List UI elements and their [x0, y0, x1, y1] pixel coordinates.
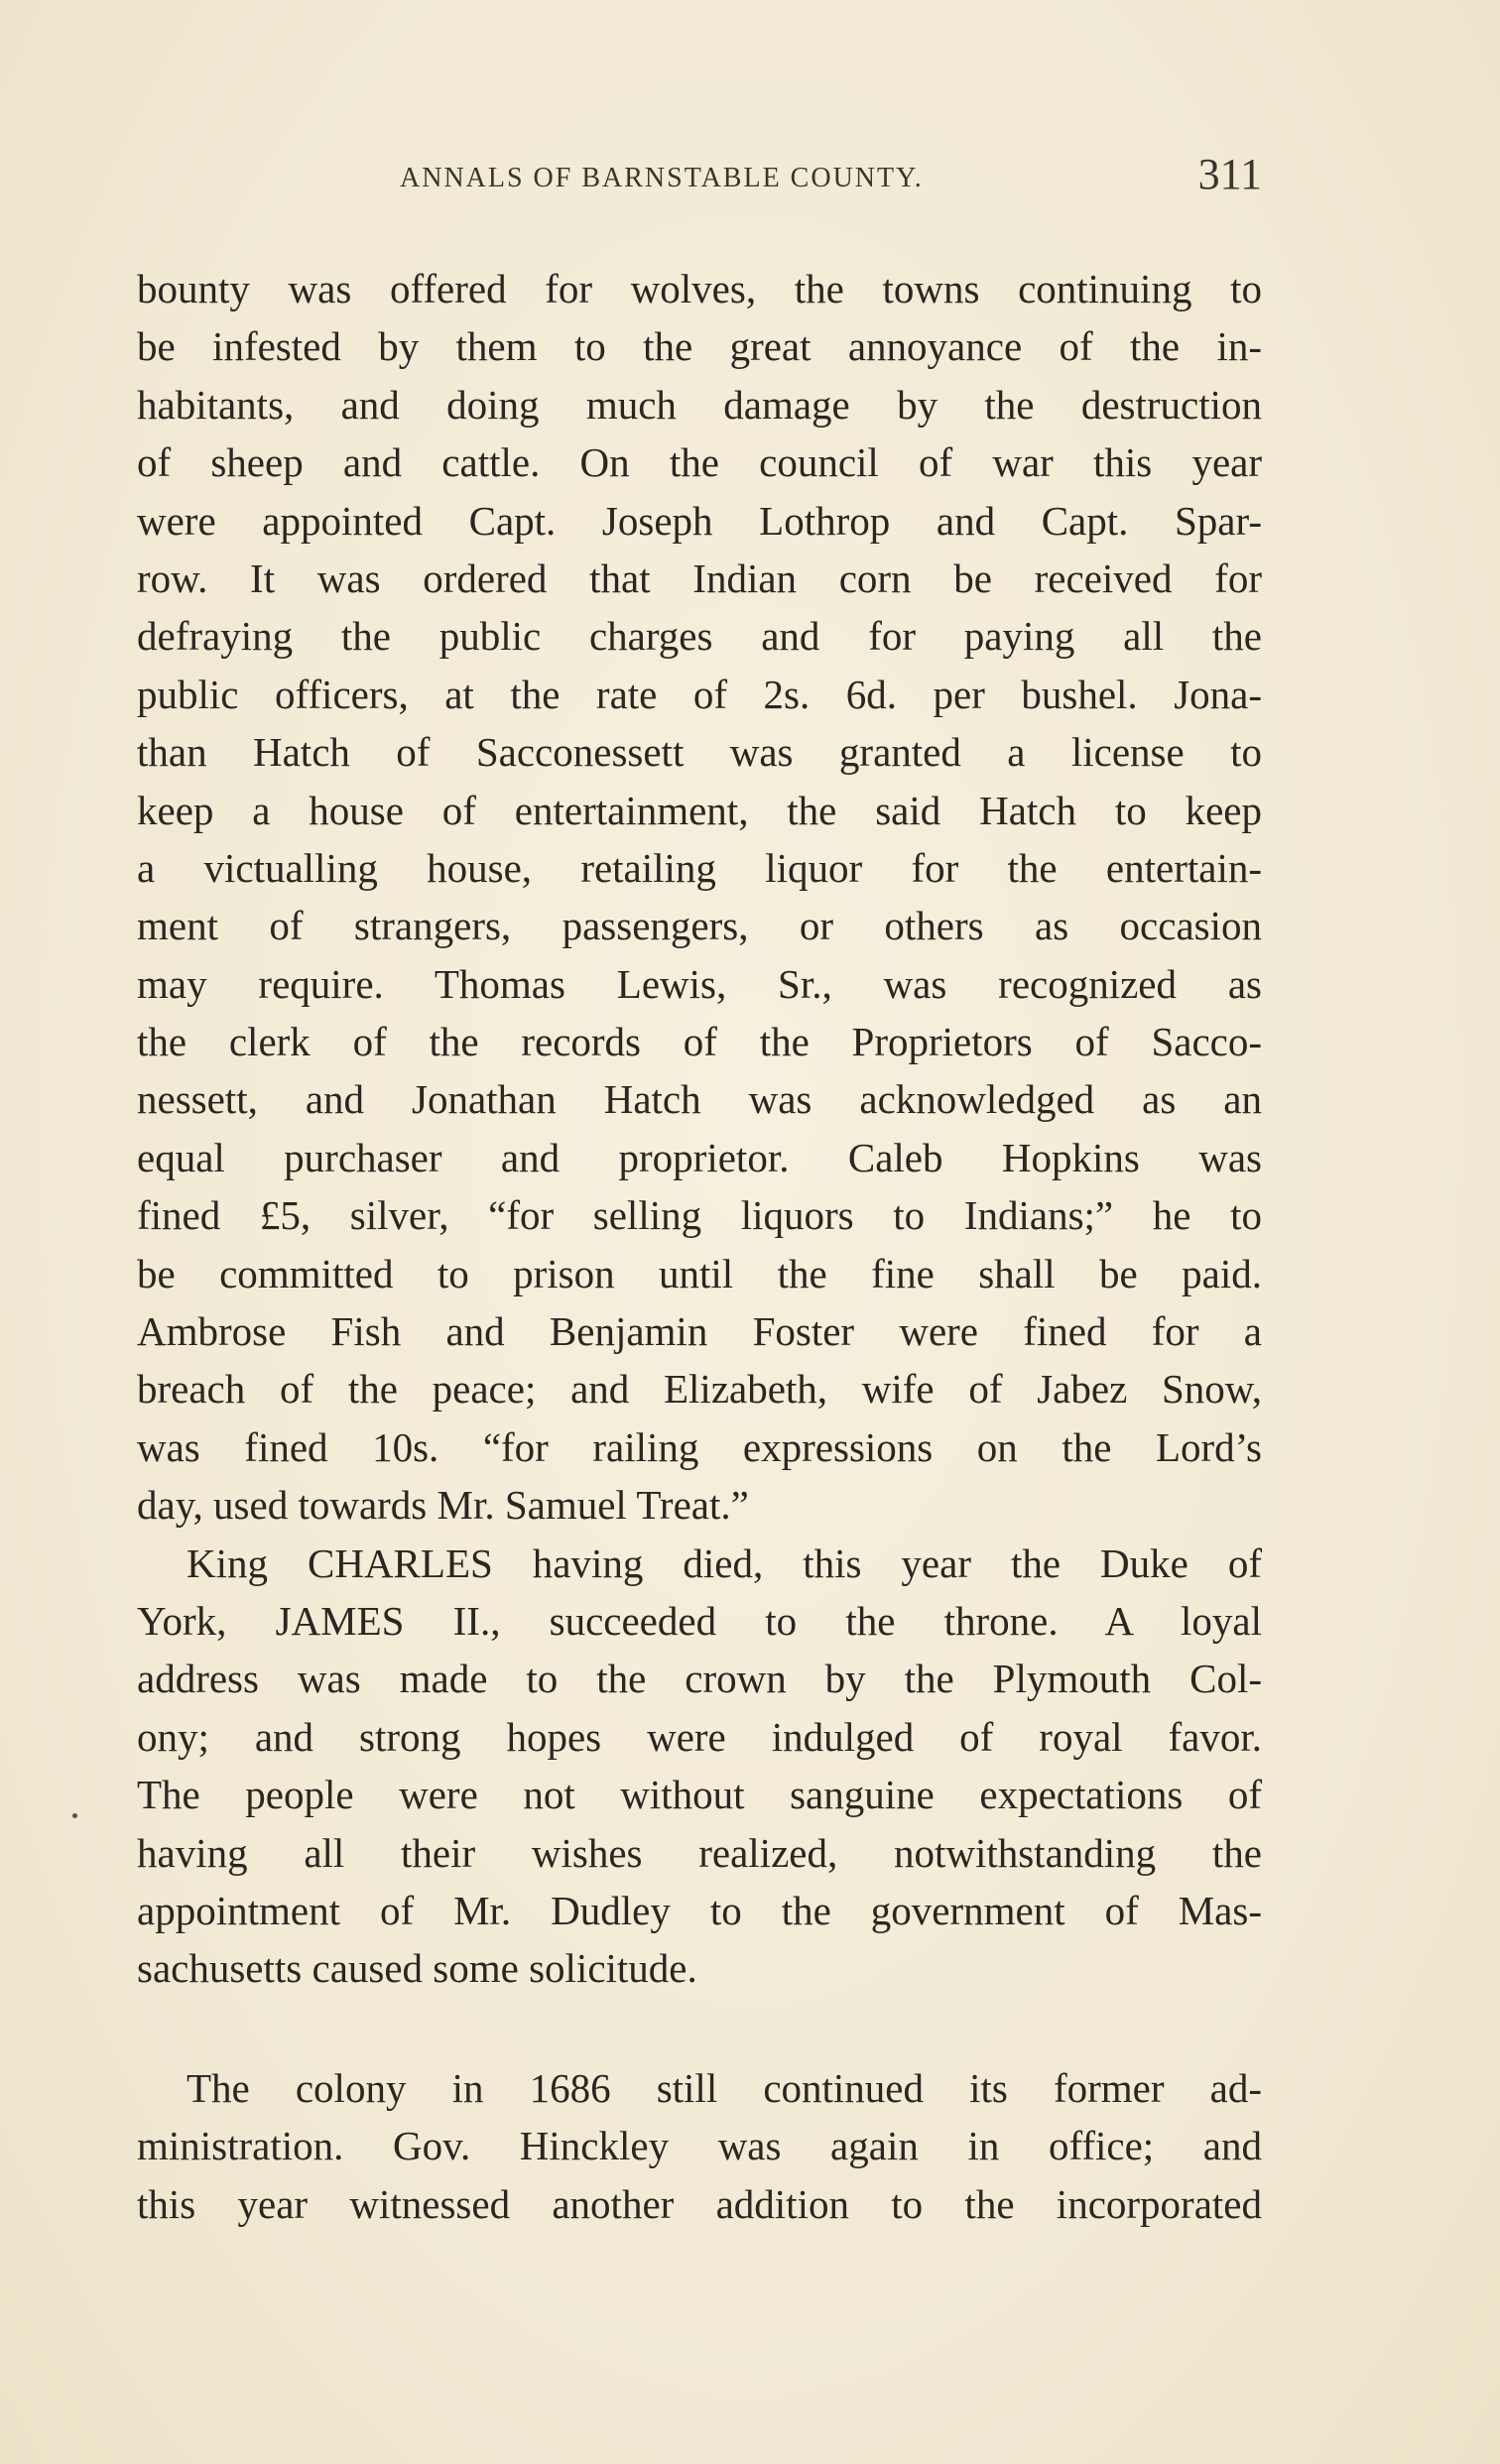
text-line: be committed to prison until the fine shall be paid. — [137, 1250, 1262, 1296]
body-text — [137, 260, 1262, 2233]
text-line: having all their wishes realized, notwithstanding the — [137, 1829, 1262, 1876]
text-line: ministration. Gov. Hinckley was again in office; and — [137, 2123, 1262, 2169]
text-line: defraying the public charges and for paying all the — [137, 613, 1262, 660]
text-line: ony; and strong hopes were indulged of royal favor. — [137, 1713, 1262, 1760]
text-line: breach of the peace; and Elizabeth, wife of Jabez Snow, — [137, 1366, 1262, 1413]
text-line: a victualling house, retailing liquor for the entertain- — [137, 844, 1262, 891]
paragraph-gap — [137, 1998, 1262, 2059]
text-line: sachusetts caused some solicitude. — [137, 1945, 697, 1992]
ink-speck — [72, 1813, 77, 1818]
text-line: The colony in 1686 still continued its former ad- — [187, 2064, 1262, 2111]
text-line: address was made to the crown by the Plymouth Col- — [137, 1656, 1262, 1702]
text-line: appointment of Mr. Dudley to the government of Mas- — [137, 1887, 1262, 1933]
text-line: public officers, at the rate of 2s. 6d. per bushel. Jona- — [137, 671, 1262, 717]
text-line: ment of strangers, passengers, or others as occasion — [137, 903, 1262, 949]
text-line: may require. Thomas Lewis, Sr., was recognized as — [137, 960, 1262, 1007]
text-line: York, JAMES II., succeeded to the throne. A loyal — [137, 1597, 1262, 1644]
running-head: ANNALS OF BARNSTABLE COUNTY. — [400, 163, 924, 193]
text-line: than Hatch of Sacconessett was granted a license to — [137, 729, 1262, 776]
paragraph-1 — [137, 260, 1262, 1535]
text-line: The people were not without sanguine expectations of — [137, 1772, 1262, 1818]
text-line: row. It was ordered that Indian corn be received for — [137, 554, 1262, 601]
text-line: bounty was offered for wolves, the towns continuing to — [137, 266, 1262, 311]
text-line: this year witnessed another addition to the incorporated — [137, 2180, 1262, 2227]
text-line: fined £5, silver, “for selling liquors to Indians;” he to — [137, 1192, 1262, 1239]
text-line: the clerk of the records of the Proprietors of Sacco- — [137, 1019, 1262, 1065]
text-line: King CHARLES having died, this year the Duke of — [187, 1540, 1262, 1586]
paragraph-3 — [137, 2059, 1262, 2233]
text-line: nessett, and Jonathan Hatch was acknowledged as an — [137, 1076, 1262, 1123]
text-line: be infested by them to the great annoyance of the in- — [137, 323, 1262, 370]
page-header — [137, 149, 1262, 208]
text-line: keep a house of entertainment, the said Hatch to keep — [137, 787, 1262, 833]
text-line: habitants, and doing much damage by the destruction — [137, 381, 1262, 428]
text-line: of sheep and cattle. On the council of war this year — [137, 439, 1262, 486]
text-line: day, used towards Mr. Samuel Treat.” — [137, 1482, 749, 1529]
text-line: were appointed Capt. Joseph Lothrop and Capt. Spar- — [137, 497, 1262, 544]
page-number: 311 — [1197, 150, 1262, 198]
text-line: equal purchaser and proprietor. Caleb Hopkins was — [137, 1134, 1262, 1180]
text-line: was fined 10s. “for railing expressions on the Lord’s — [137, 1423, 1262, 1470]
text-line: Ambrose Fish and Benjamin Foster were fined for a — [137, 1308, 1262, 1355]
paragraph-2 — [137, 1535, 1262, 1998]
